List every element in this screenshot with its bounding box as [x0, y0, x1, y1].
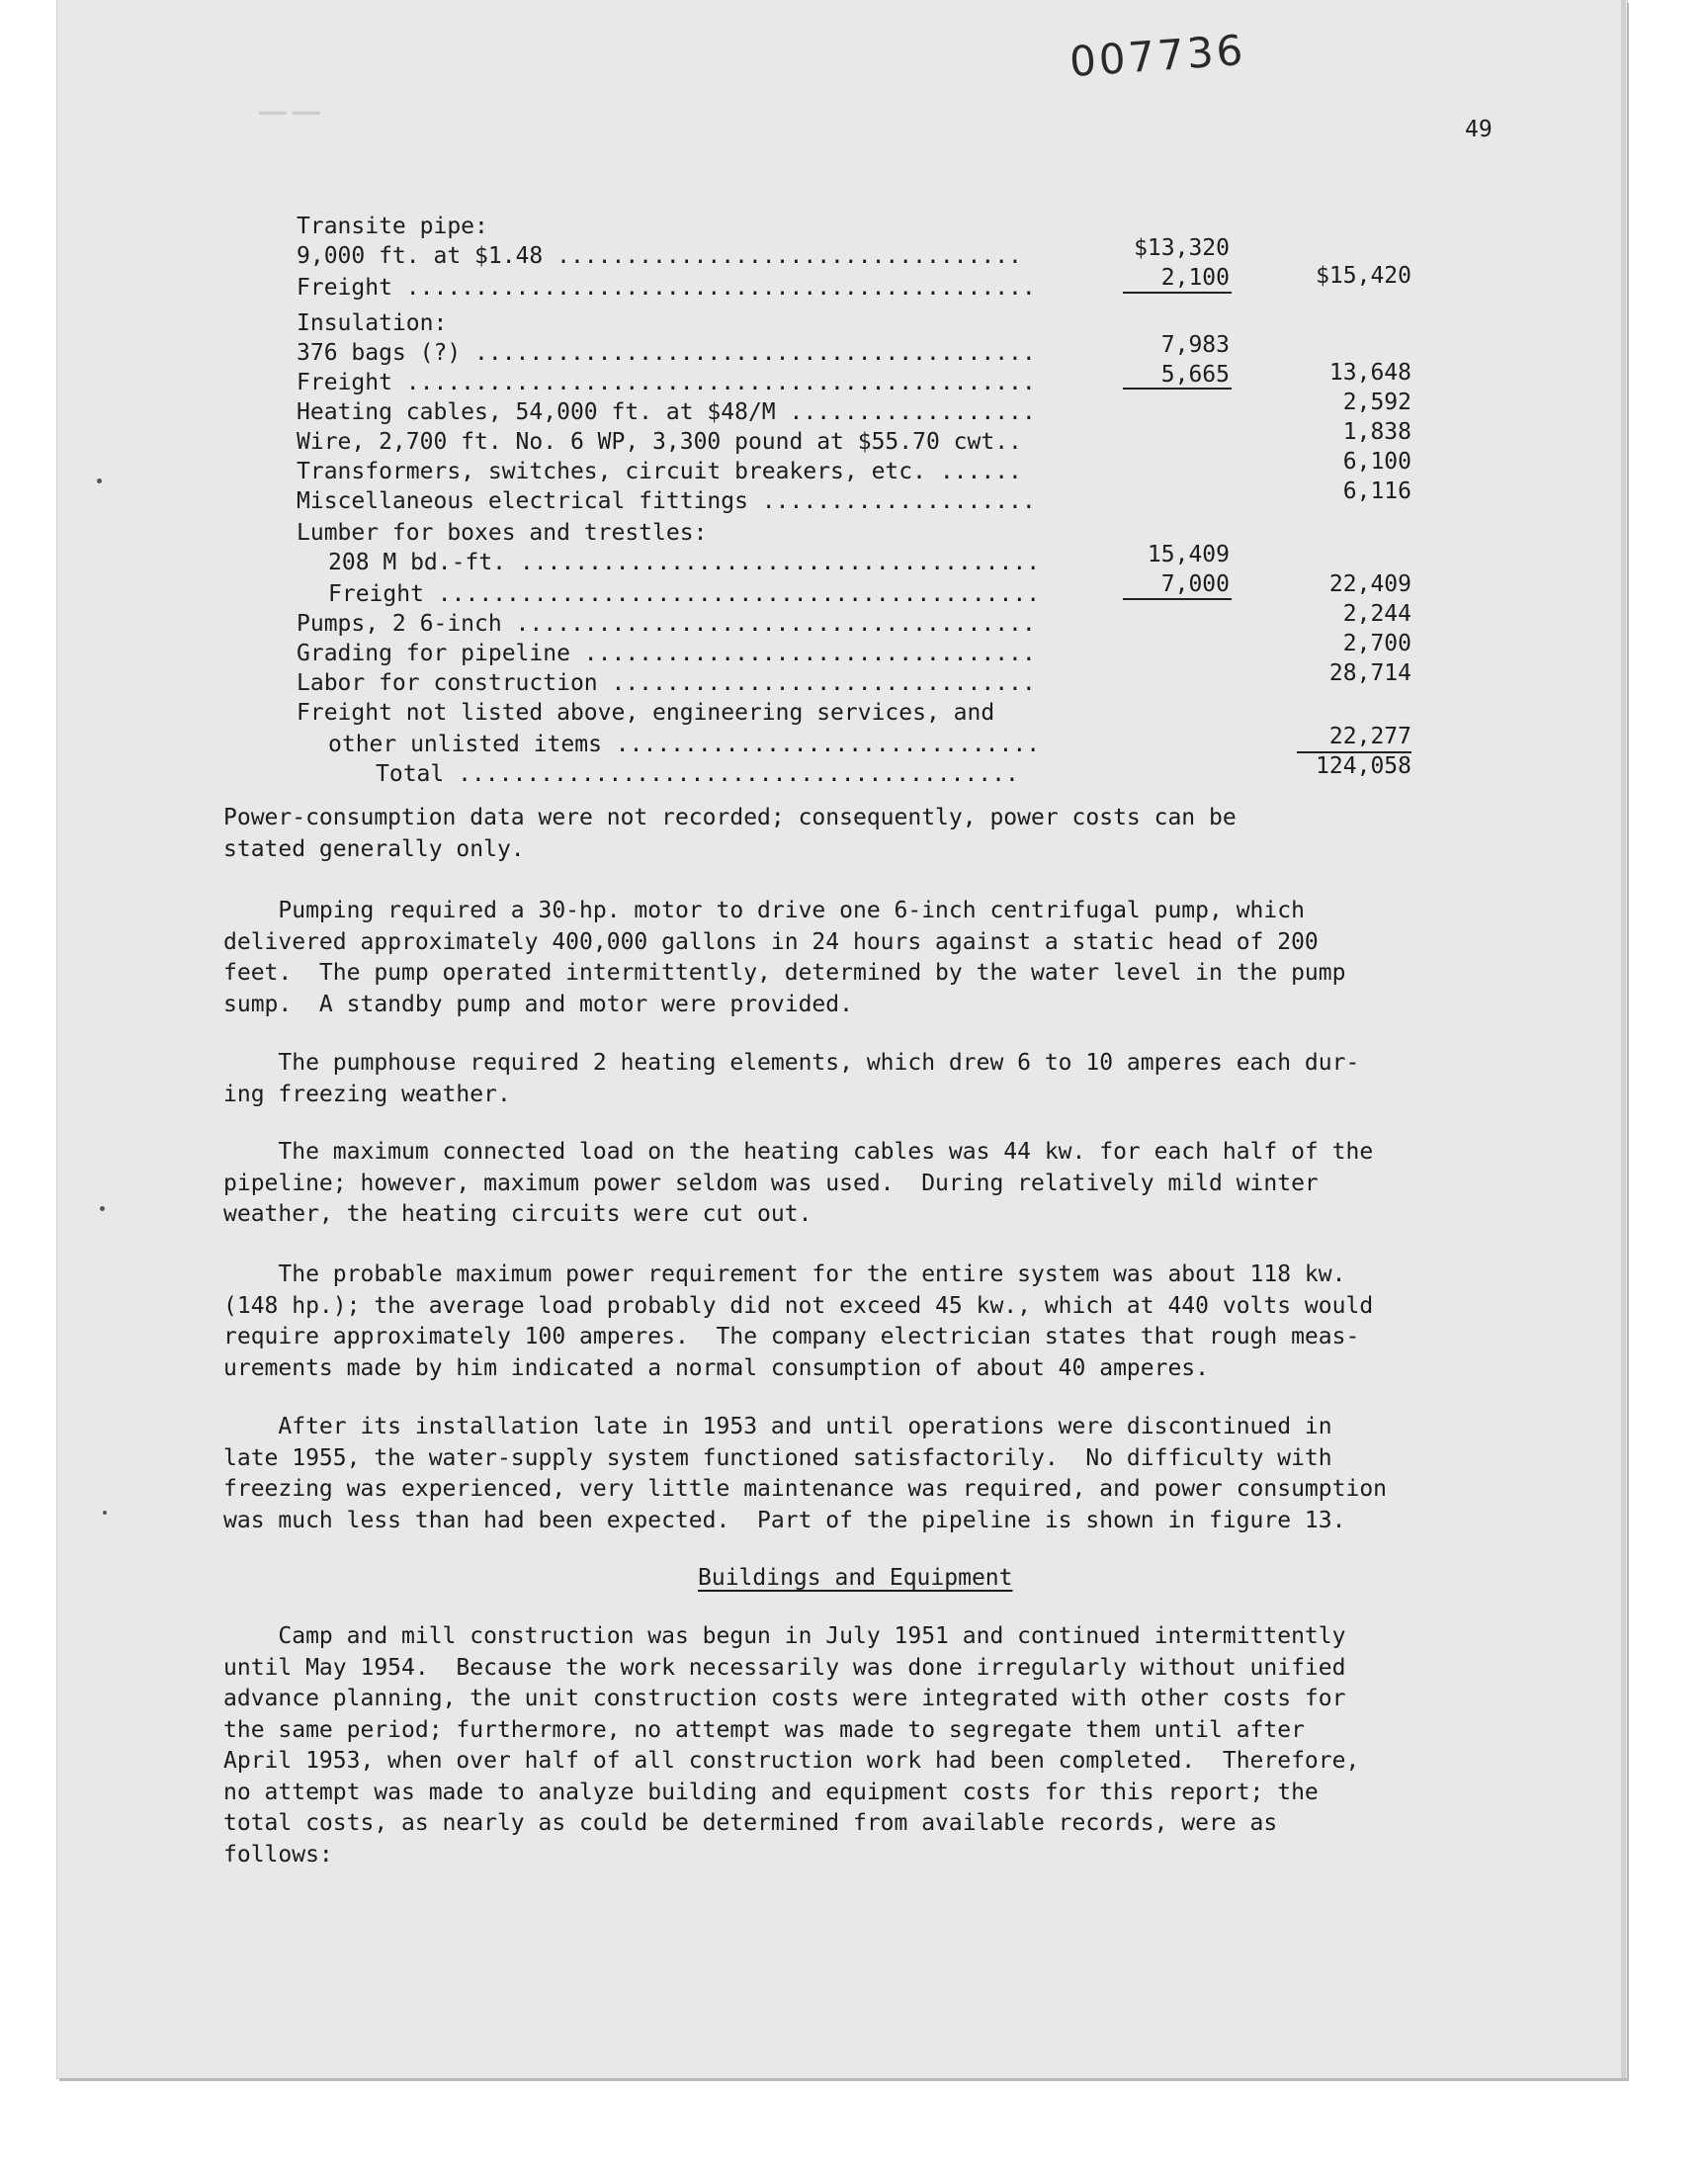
cost-line-label: 9,000 ft. at $1.48 ..................................	[297, 243, 1022, 269]
cost-group-label: Insulation:	[297, 310, 448, 336]
cost-line-label: Miscellaneous electrical fittings ....................	[297, 488, 1036, 514]
cost-line-label: Transformers, switches, circuit breakers, etc. ......	[297, 459, 1022, 484]
cost-line-label: Freight not listed above, engineering services, and	[297, 700, 995, 726]
cost-line-amount: 2,700	[1342, 631, 1411, 656]
cost-group-label: Lumber for boxes and trestles:	[297, 520, 708, 546]
cost-line-amount: 28,714	[1328, 660, 1411, 686]
cost-line-label: Wire, 2,700 ft. No. 6 WP, 3,300 pound at $55.70 cwt..	[297, 429, 1022, 455]
document-stamp-number: 007736	[1068, 25, 1247, 87]
paragraph: The probable maximum power requirement for the entire system was about 118 kw. (148 hp.); the average load probably did not exceed 45 kw., which at 440 volts would require approximately 100 amperes. The company electrician states that rough meas- urements made by him indicated a normal consumption of about 40 amperes.	[223, 1262, 1374, 1381]
cost-line-label: Heating cables, 54,000 ft. at $48/M ..................	[297, 399, 1036, 425]
cost-line-label: 376 bags (?) .........................................	[297, 340, 1036, 366]
cost-line-label: 208 M bd.-ft. ......................................	[328, 550, 1041, 575]
cost-line-amount: 2,592	[1342, 390, 1411, 415]
cost-line-amount: 6,116	[1342, 478, 1411, 504]
paragraph: The maximum connected load on the heating cables was 44 kw. for each half of the pipeline; however, maximum power seldom was used. During relatively mild winter weather, the heating circuits were cut out.	[223, 1139, 1374, 1227]
cost-line-amount: 2,100	[1160, 265, 1230, 291]
cost-line-amount: 7,983	[1160, 332, 1230, 358]
paragraph: Pumping required a 30-hp. motor to drive one 6-inch centrifugal pump, which delivered approximately 400,000 gallons in 24 hours against a static head of 200 feet. The pump operated intermittently, determined by the water level in the pump sump. A standby pump and motor were provided.	[223, 898, 1346, 1017]
cost-line-label: Freight ..............................................	[297, 370, 1036, 395]
subtotal-rule	[1123, 292, 1232, 294]
paragraph: Camp and mill construction was begun in July 1951 and continued intermittently until May 1954. Because the work necessarily was done irregularly without unified advance planning, the unit construction costs were integrated with other costs for the same period; furthermore, no attempt was made to segregate them until after April 1953, when over half of all construction work had been completed. Therefore, no attempt was made to analyze building and equipment costs for this report; the total costs, as nearly as could be determined from available records, were as follows:	[223, 1623, 1360, 1868]
paragraph: The pumphouse required 2 heating elements, which drew 6 to 10 amperes each dur- ing freezing weather.	[223, 1050, 1360, 1107]
page-number: 49	[1465, 117, 1493, 142]
subtotal-rule	[1123, 598, 1232, 600]
cost-line-amount: 7,000	[1160, 571, 1230, 597]
scan-speck	[103, 1511, 107, 1515]
cost-line-amount: 1,838	[1342, 419, 1411, 445]
cost-line-label: Pumps, 2 6-inch ......................................	[297, 611, 1036, 637]
scan-speck	[100, 1206, 105, 1211]
cost-table	[0, 0, 1708, 811]
cost-subtotal: 22,409	[1328, 571, 1411, 597]
cost-line-amount: 5,665	[1160, 362, 1230, 388]
cost-group-label: Transite pipe:	[297, 214, 488, 239]
bleed-through-mark: ——	[259, 83, 326, 136]
cost-total-label: Total .........................................	[376, 761, 1019, 787]
cost-line-amount: 15,409	[1147, 542, 1230, 567]
paragraph: Power-consumption data were not recorded; consequently, power costs can be stated generally only.	[223, 805, 1237, 862]
cost-subtotal: 13,648	[1328, 360, 1411, 386]
cost-line-label: Freight ..............................................	[297, 275, 1036, 301]
cost-total-amount: 124,058	[1316, 753, 1411, 779]
cost-subtotal: $15,420	[1316, 263, 1411, 289]
subtotal-rule	[1123, 388, 1232, 390]
cost-line-amount: 22,277	[1328, 724, 1411, 749]
cost-line-label: Freight ............................................	[328, 581, 1041, 607]
cost-line-amount: 6,100	[1342, 449, 1411, 475]
cost-line-label: Grading for pipeline .................................	[297, 641, 1036, 666]
section-heading: Buildings and Equipment	[698, 1565, 1013, 1591]
cost-line-label: other unlisted items ...............................	[328, 732, 1041, 757]
cost-line-label: Labor for construction ...............................	[297, 670, 1036, 696]
paragraph: After its installation late in 1953 and until operations were discontinued in late 1955, the water-supply system functioned satisfactorily. No difficulty with freezing was experienced, very little maintenance was required, and power consumption was much less than had been expected. Part of the pipeline is shown in figure 13.	[223, 1414, 1388, 1533]
cost-line-amount: $13,320	[1134, 235, 1230, 261]
cost-line-amount: 2,244	[1342, 601, 1411, 627]
